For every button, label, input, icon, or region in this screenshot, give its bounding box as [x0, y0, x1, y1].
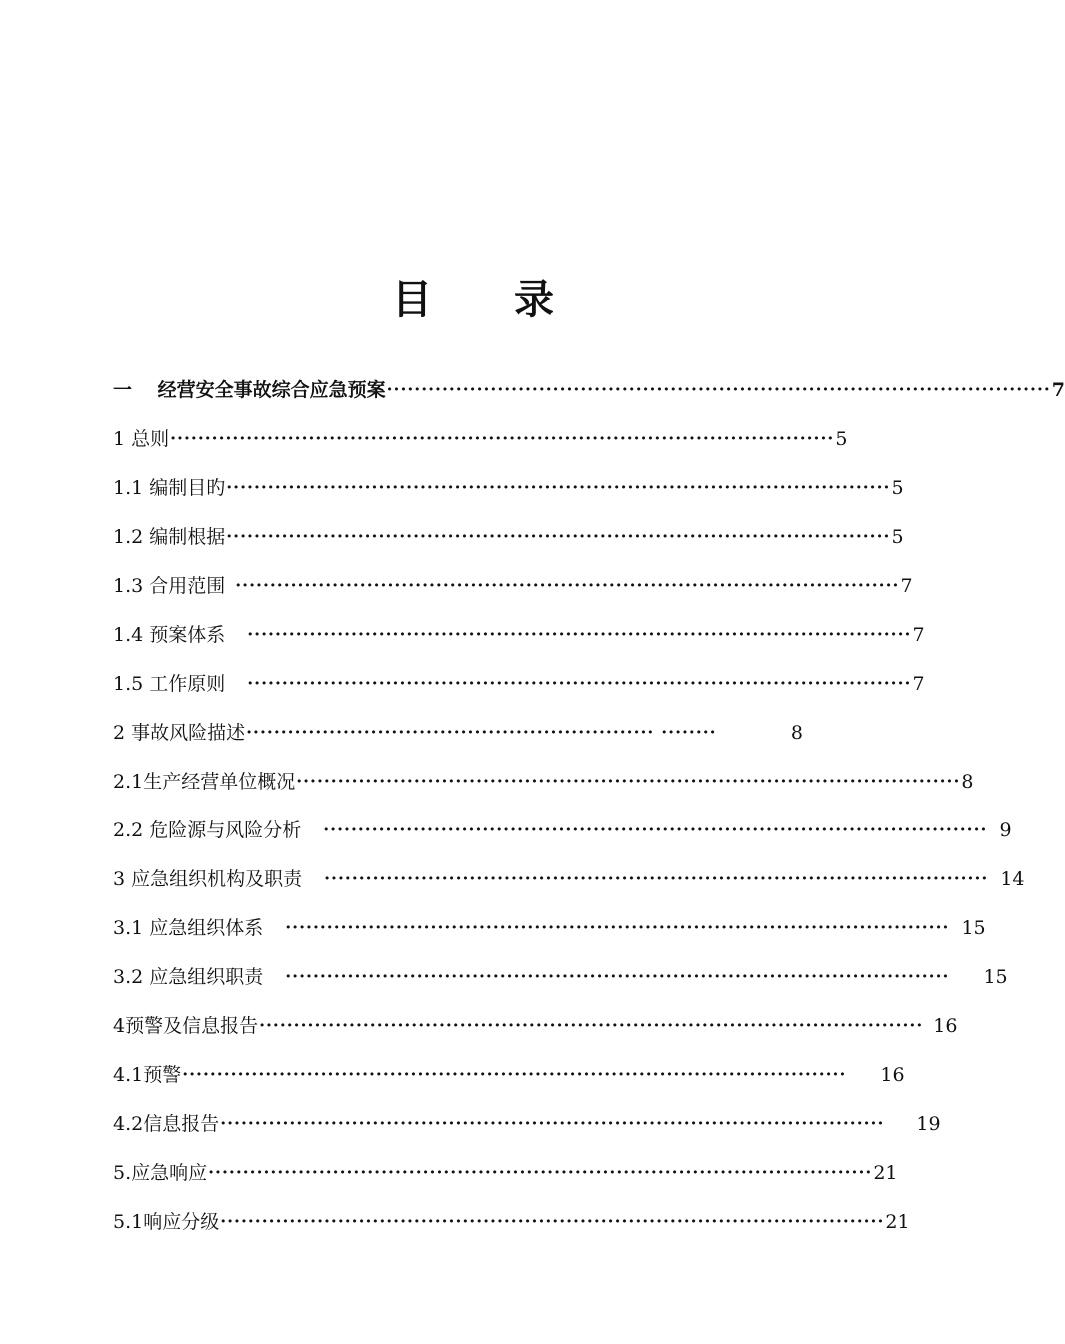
toc-entry[interactable]	[113, 904, 986, 953]
toc-leader-dots: ································································································	[259, 1016, 924, 1037]
toc-entry[interactable]	[113, 1148, 898, 1197]
toc-entry[interactable]	[113, 513, 904, 562]
toc-leader-dots: ································································································	[226, 478, 891, 499]
toc-leader-dots: ································································································	[247, 624, 912, 645]
toc-leader-dots: ································································································	[247, 673, 912, 694]
toc-leader-dots: ································································································	[226, 527, 891, 548]
toc-entry-label: 5.1响应分级	[113, 1210, 220, 1233]
toc-entry-label: 一 经营安全事故综合应急预案	[113, 379, 386, 402]
toc-leader-dots: ··························································· ········	[246, 722, 717, 743]
toc-leader-dots: ································································································	[285, 918, 950, 939]
toc-leader-dots: ································································································	[285, 967, 950, 988]
toc-leader-dots: ································································································	[220, 1113, 885, 1134]
toc-entry[interactable]	[113, 1050, 905, 1099]
toc-entry[interactable]	[113, 415, 848, 464]
toc-entry-page: 16	[880, 1063, 905, 1086]
toc-entry[interactable]	[113, 757, 974, 806]
toc-entry-label: 2.1生产经营单位概况	[113, 770, 296, 793]
toc-entry-page: 5	[891, 526, 904, 549]
toc-entry-page: 8	[790, 721, 803, 744]
toc-entry[interactable]	[113, 610, 925, 659]
toc-entry[interactable]	[113, 855, 1025, 904]
toc-leader-dots: ································································································	[323, 820, 988, 841]
toc-entry[interactable]	[113, 953, 1008, 1002]
toc-entry-page: 5	[891, 477, 904, 500]
toc-entry[interactable]	[113, 659, 925, 708]
toc-entry[interactable]	[113, 806, 1012, 855]
toc-entry-page: 5	[835, 428, 848, 451]
toc-title: 目 录	[392, 277, 588, 323]
toc-entry[interactable]	[113, 464, 904, 513]
toc-leader-dots: ································································································	[208, 1162, 873, 1183]
toc-entry-label: 1 总则	[113, 428, 170, 451]
toc-entry[interactable]	[113, 562, 913, 611]
toc-entry-label: 2 事故风险描述	[113, 721, 246, 744]
toc-entry-page: 15	[983, 966, 1008, 989]
toc-entry[interactable]	[113, 708, 803, 757]
table-of-contents	[113, 366, 1065, 1246]
toc-entry-page: 16	[933, 1015, 958, 1038]
toc-entry-page: 15	[961, 917, 986, 940]
toc-entry-page: 7	[912, 672, 925, 695]
toc-entry-label: 3.2 应急组织职责	[113, 966, 264, 989]
toc-entry-label: 4预警及信息报告	[113, 1015, 259, 1038]
toc-leader-dots: ································································································	[170, 429, 835, 450]
toc-leader-dots: ································································································	[296, 771, 961, 792]
toc-entry[interactable]	[113, 1099, 941, 1148]
toc-leader-dots: ································································································	[220, 1211, 885, 1232]
toc-entry-label: 1.2 编制根据	[113, 526, 226, 549]
toc-leader-dots: ································································································	[235, 576, 900, 596]
toc-entry-page: 7	[912, 623, 925, 646]
toc-leader-dots: ································································································	[182, 1064, 847, 1085]
toc-entry-label: 2.2 危险源与风险分析	[113, 819, 302, 842]
toc-entry-page: 7	[900, 575, 913, 597]
toc-entry-page: 14	[1000, 868, 1025, 891]
toc-entry[interactable]	[113, 366, 1065, 415]
toc-entry-page: 19	[916, 1112, 941, 1135]
toc-entry-page: 8	[961, 770, 974, 793]
toc-entry-page: 7	[1051, 379, 1065, 402]
toc-entry-label: 4.1预警	[113, 1063, 182, 1086]
toc-entry-label: 1.1 编制目旳	[113, 477, 226, 500]
toc-entry-label: 5.应急响应	[113, 1161, 208, 1184]
toc-entry-label: 1.3 合用范围	[113, 575, 226, 597]
toc-entry[interactable]	[113, 1002, 958, 1051]
toc-entry-page: 9	[999, 819, 1012, 842]
toc-entry-label: 4.2信息报告	[113, 1112, 220, 1135]
toc-entry-page: 21	[873, 1161, 898, 1184]
toc-entry-page: 21	[885, 1210, 910, 1233]
toc-entry-label: 1.5 工作原则	[113, 672, 226, 695]
toc-leader-dots: ································································································	[324, 869, 989, 890]
toc-leader-dots: ································································································	[386, 380, 1051, 401]
toc-entry-label: 3.1 应急组织体系	[113, 917, 264, 940]
toc-entry-label: 3 应急组织机构及职责	[113, 868, 303, 891]
toc-entry[interactable]	[113, 1197, 910, 1246]
toc-entry-label: 1.4 预案体系	[113, 623, 226, 646]
